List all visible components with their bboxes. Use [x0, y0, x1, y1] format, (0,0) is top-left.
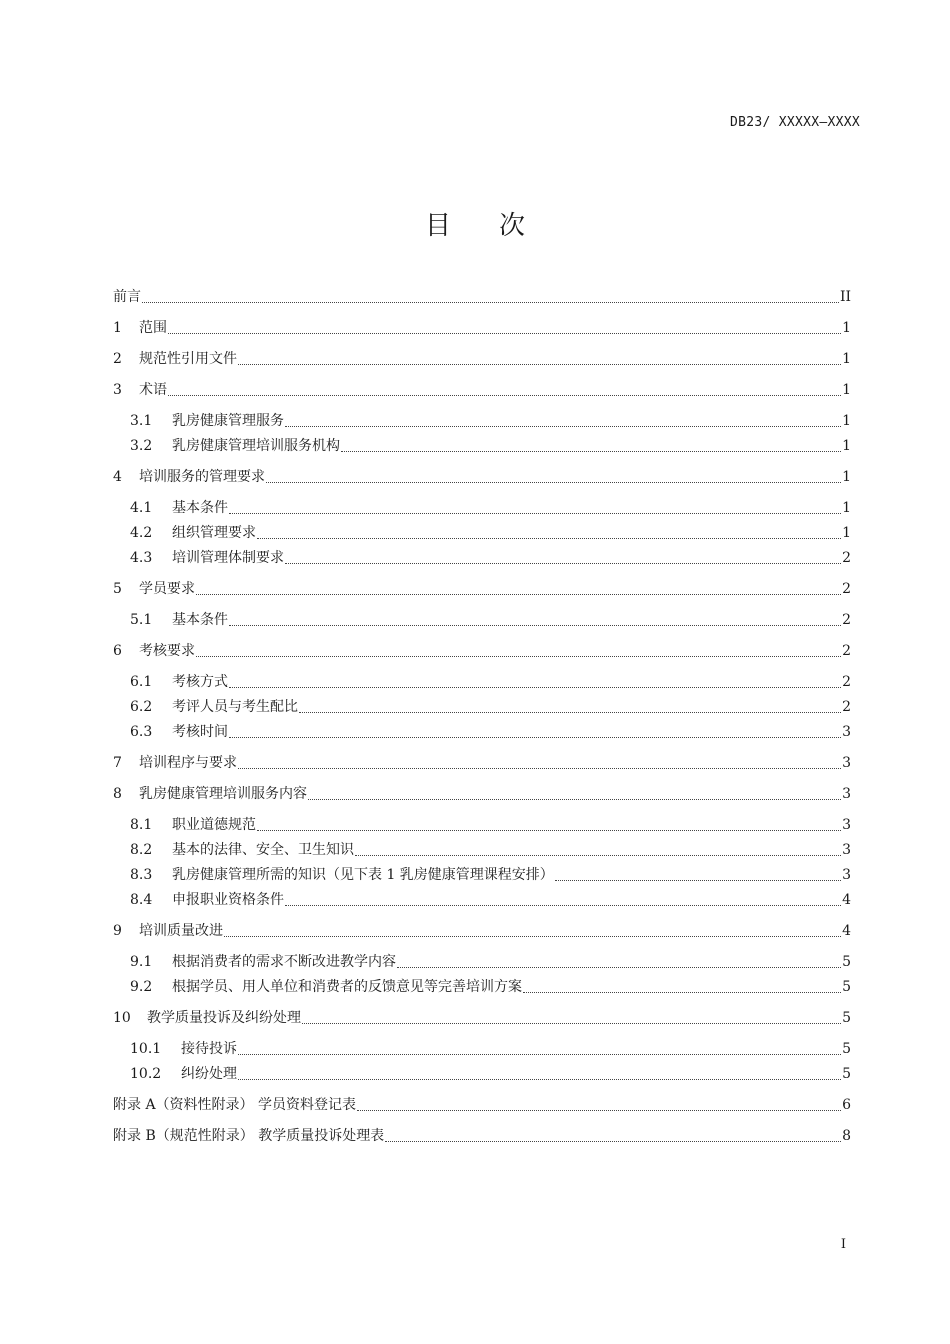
toc-entry-number: 8.3 [130, 867, 153, 883]
toc-dot-leader [168, 395, 841, 396]
toc-entry-page: 2 [842, 674, 851, 690]
toc-entry-page: 3 [842, 867, 851, 883]
toc-entry-page: 1 [842, 438, 851, 454]
toc-entry-page: 1 [842, 351, 851, 367]
toc-entry-label: 考评人员与考生配比 [172, 699, 298, 715]
toc-entry[interactable] [113, 1007, 851, 1029]
toc-entry-page: 4 [842, 892, 851, 908]
toc-dot-leader [238, 768, 841, 769]
toc-entry[interactable] [113, 317, 851, 339]
toc-entry-page: II [839, 289, 851, 305]
toc-entry-page: 1 [842, 382, 851, 398]
toc-entry-page: 3 [842, 755, 851, 771]
toc-entry-number: 6.3 [130, 724, 153, 740]
toc-entry-label: 培训服务的管理要求 [139, 469, 265, 485]
toc-entry-number: 6 [113, 643, 122, 659]
toc-entry[interactable] [130, 1063, 851, 1085]
toc-entry-page: 1 [842, 500, 851, 516]
toc-entry-number: 5.1 [130, 612, 153, 628]
toc-entry-label: 考核时间 [172, 724, 228, 740]
toc-dot-leader [285, 563, 841, 564]
toc-entry[interactable] [113, 578, 851, 600]
toc-entry-page: 1 [842, 469, 851, 485]
toc-dot-leader [229, 513, 841, 514]
toc-dot-leader [385, 1141, 841, 1142]
toc-entry-page: 2 [842, 581, 851, 597]
toc-dot-leader [224, 936, 841, 937]
toc-entry-number: 10.2 [130, 1066, 162, 1082]
toc-entry-number: 8.1 [130, 817, 153, 833]
toc-entry-number: 9 [113, 923, 122, 939]
toc-dot-leader [523, 992, 841, 993]
toc-entry-number: 4 [113, 469, 122, 485]
toc-entry-page: 1 [842, 413, 851, 429]
toc-dot-leader [397, 967, 841, 968]
toc-entry-label: 附录 A（资料性附录） 学员资料登记表 [113, 1097, 357, 1113]
toc-dot-leader [285, 426, 841, 427]
toc-entry-number: 3.1 [130, 413, 153, 429]
toc-dot-leader [555, 880, 841, 881]
toc-entry-number: 3 [113, 382, 122, 398]
toc-entry[interactable] [130, 410, 851, 432]
toc-entry-label: 培训管理体制要求 [172, 550, 284, 566]
toc-entry-label: 基本的法律、安全、卫生知识 [172, 842, 354, 858]
toc-entry-page: 2 [842, 550, 851, 566]
toc-entry[interactable] [113, 466, 851, 488]
toc-entry-label: 学员要求 [139, 581, 195, 597]
toc-entry-number: 8.2 [130, 842, 153, 858]
toc-entry[interactable] [130, 864, 851, 886]
toc-dot-leader [238, 1079, 841, 1080]
toc-entry-label: 考核方式 [172, 674, 228, 690]
toc-dot-leader [229, 625, 841, 626]
toc-entry-number: 7 [113, 755, 122, 771]
toc-entry-number: 6.1 [130, 674, 153, 690]
toc-entry-page: 1 [842, 525, 851, 541]
toc-entry-label: 基本条件 [172, 500, 228, 516]
toc-entry[interactable] [113, 286, 851, 308]
toc-entry-page: 5 [842, 979, 851, 995]
toc-entry[interactable] [113, 752, 851, 774]
toc-entry-number: 6.2 [130, 699, 153, 715]
toc-entry-number: 10 [113, 1010, 131, 1026]
toc-entry-label: 范围 [139, 320, 167, 336]
toc-entry-label: 规范性引用文件 [139, 351, 237, 367]
toc-entry-page: 1 [842, 320, 851, 336]
toc-entry-page: 3 [842, 724, 851, 740]
toc-dot-leader [266, 482, 841, 483]
toc-entry[interactable] [130, 497, 851, 519]
toc-entry-label: 考核要求 [139, 643, 195, 659]
toc-entry-label: 培训质量改进 [139, 923, 223, 939]
toc-entry-page: 8 [842, 1128, 851, 1144]
toc-entry[interactable] [130, 721, 851, 743]
toc-dot-leader [196, 594, 841, 595]
toc-entry-label: 乳房健康管理服务 [172, 413, 284, 429]
document-code: DB23/ XXXXX—XXXX [729, 115, 860, 130]
toc-dot-leader [238, 1054, 841, 1055]
toc-entry-label: 教学质量投诉及纠纷处理 [147, 1010, 301, 1026]
toc-entry-number: 5 [113, 581, 122, 597]
toc-entry-label: 附录 B（规范性附录） 教学质量投诉处理表 [113, 1128, 385, 1144]
toc-entry[interactable] [130, 951, 851, 973]
toc-entry[interactable] [113, 348, 851, 370]
toc-entry[interactable] [130, 609, 851, 631]
toc-entry-page: 4 [842, 923, 851, 939]
toc-entry[interactable] [113, 783, 851, 805]
toc-entry[interactable] [130, 976, 851, 998]
toc-entry-label: 根据消费者的需求不断改进教学内容 [172, 954, 396, 970]
toc-entry[interactable] [130, 814, 851, 836]
toc-entry-label: 根据学员、用人单位和消费者的反馈意见等完善培训方案 [172, 979, 522, 995]
toc-entry-label: 组织管理要求 [172, 525, 256, 541]
toc-entry[interactable] [130, 889, 851, 911]
toc-entry-page: 2 [842, 699, 851, 715]
toc-entry[interactable] [130, 547, 851, 569]
toc-entry-page: 5 [842, 1066, 851, 1082]
toc-dot-leader [196, 656, 841, 657]
toc-entry[interactable] [113, 1125, 851, 1147]
toc-entry-label: 接待投诉 [181, 1041, 237, 1057]
toc-dot-leader [357, 1110, 841, 1111]
toc-dot-leader [257, 538, 841, 539]
toc-entry-number: 4.3 [130, 550, 153, 566]
toc-dot-leader [355, 855, 841, 856]
toc-entry-number: 4.2 [130, 525, 153, 541]
toc-entry-page: 2 [842, 643, 851, 659]
toc-entry[interactable] [130, 435, 851, 457]
toc-entry[interactable] [113, 640, 851, 662]
toc-entry-page: 3 [842, 786, 851, 802]
toc-dot-leader [302, 1023, 841, 1024]
toc-entry-label: 术语 [139, 382, 167, 398]
toc-dot-leader [341, 451, 841, 452]
toc-entry-label: 乳房健康管理培训服务内容 [139, 786, 307, 802]
toc-entry[interactable] [130, 696, 851, 718]
toc-entry-number: 9.1 [130, 954, 153, 970]
toc-entry-page: 2 [842, 612, 851, 628]
toc-entry-label: 职业道德规范 [172, 817, 256, 833]
toc-entry-number: 2 [113, 351, 122, 367]
toc-entry-number: 10.1 [130, 1041, 162, 1057]
toc-entry[interactable] [113, 379, 851, 401]
toc-dot-leader [238, 364, 841, 365]
toc-entry-label: 基本条件 [172, 612, 228, 628]
toc-dot-leader [229, 737, 841, 738]
toc-entry-label: 乳房健康管理培训服务机构 [172, 438, 340, 454]
toc-dot-leader [142, 302, 839, 303]
toc-dot-leader [257, 830, 841, 831]
toc-dot-leader [285, 905, 841, 906]
toc-entry-number: 3.2 [130, 438, 153, 454]
toc-entry-page: 5 [842, 1041, 851, 1057]
toc-entry[interactable] [113, 1094, 851, 1116]
toc-entry-page: 5 [842, 954, 851, 970]
toc-title [0, 205, 950, 242]
toc-entry-label: 乳房健康管理所需的知识（见下表 1 乳房健康管理课程安排） [172, 867, 554, 883]
toc-entry-number: 1 [113, 320, 122, 336]
toc-entry-label: 培训程序与要求 [139, 755, 237, 771]
toc-dot-leader [299, 712, 841, 713]
toc-entry-label: 纠纷处理 [181, 1066, 237, 1082]
toc-entry[interactable] [130, 671, 851, 693]
toc-entry-number: 8 [113, 786, 122, 802]
toc-title-right: 次 [499, 211, 526, 241]
toc-entry-page: 3 [842, 842, 851, 858]
toc-entry-label: 申报职业资格条件 [172, 892, 284, 908]
toc-entry-page: 5 [842, 1010, 851, 1026]
toc-entry-page: 3 [842, 817, 851, 833]
toc-entry-label: 前言 [113, 289, 141, 305]
toc-dot-leader [229, 687, 841, 688]
toc-entry[interactable] [130, 839, 851, 861]
toc-entry-number: 4.1 [130, 500, 153, 516]
toc-entry-page: 6 [842, 1097, 851, 1113]
toc-entry[interactable] [130, 1038, 851, 1060]
toc-entry[interactable] [113, 920, 851, 942]
toc-dot-leader [308, 799, 841, 800]
toc-entry-number: 8.4 [130, 892, 153, 908]
page-number: I [840, 1237, 846, 1252]
toc-entry[interactable] [130, 522, 851, 544]
toc-entry-number: 9.2 [130, 979, 153, 995]
toc-dot-leader [168, 333, 841, 334]
toc-title-left: 目 [424, 211, 451, 241]
